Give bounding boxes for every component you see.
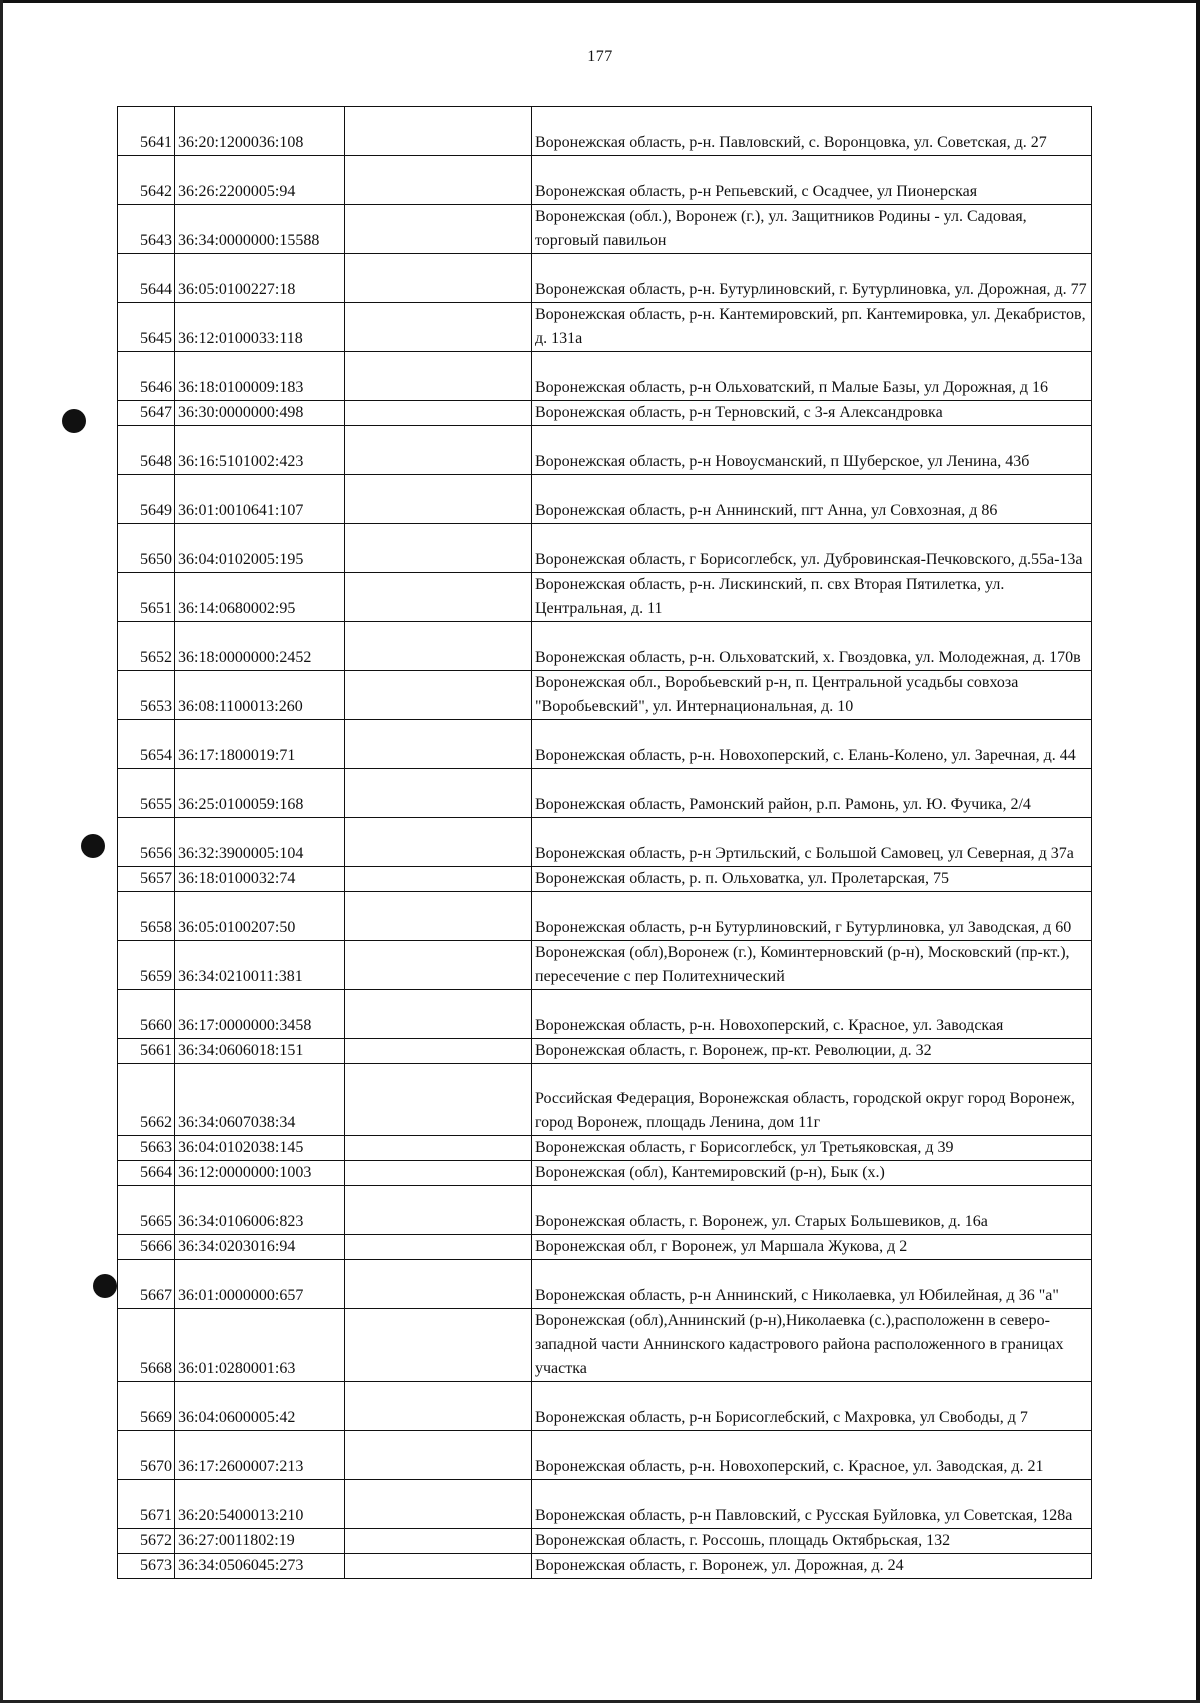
note-cell (345, 892, 532, 941)
table-row (118, 622, 1092, 671)
page-number: 177 (587, 48, 613, 65)
address-cell: Воронежская область, р-н Аннинский, пгт Анна, ул Совхозная, д 86 (532, 475, 1092, 524)
cadastral-number: 36:16:5101002:423 (175, 426, 345, 475)
table-row (118, 426, 1092, 475)
cadastral-number: 36:26:2200005:94 (175, 156, 345, 205)
table-row (118, 401, 1092, 426)
address-cell: Воронежская область, г. Воронеж, пр-кт. Революции, д. 32 (532, 1039, 1092, 1064)
table-row (118, 1235, 1092, 1260)
table-row (118, 524, 1092, 573)
note-cell (345, 1260, 532, 1309)
table-row (118, 573, 1092, 622)
record-number: 5658 (118, 892, 175, 941)
note-cell (345, 205, 532, 254)
table-row (118, 1039, 1092, 1064)
note-cell (345, 475, 532, 524)
record-number: 5661 (118, 1039, 175, 1064)
table-row (118, 867, 1092, 892)
cadastral-number: 36:18:0100009:183 (175, 352, 345, 401)
table-row (118, 1136, 1092, 1161)
cadastral-number: 36:04:0102005:195 (175, 524, 345, 573)
note-cell (345, 1309, 532, 1382)
address-cell: Воронежская область, р-н. Бутурлиновский, г. Бутурлиновка, ул. Дорожная, д. 77 (532, 254, 1092, 303)
registry-body (118, 107, 1092, 1579)
address-cell: Воронежская область, р-н Бутурлиновский, г Бутурлиновка, ул Заводская, д 60 (532, 892, 1092, 941)
record-number: 5665 (118, 1186, 175, 1235)
address-cell: Воронежская область, г Борисоглебск, ул. Дубровинская-Печковского, д.55а-13а (532, 524, 1092, 573)
table-row (118, 990, 1092, 1039)
record-number: 5650 (118, 524, 175, 573)
record-number: 5660 (118, 990, 175, 1039)
table-row (118, 1309, 1092, 1382)
record-number: 5666 (118, 1235, 175, 1260)
record-number: 5670 (118, 1431, 175, 1480)
cadastral-number: 36:34:0606018:151 (175, 1039, 345, 1064)
note-cell (345, 352, 532, 401)
note-cell (345, 1064, 532, 1136)
note-cell (345, 1480, 532, 1529)
address-cell: Воронежская (обл),Воронеж (г.), Коминтерновский (р-н), Московский (пр-кт.), пересечение с пер Политехнический (532, 941, 1092, 990)
note-cell (345, 1039, 532, 1064)
cadastral-number: 36:18:0000000:2452 (175, 622, 345, 671)
address-cell: Воронежская область, р-н Павловский, с Русская Буйловка, ул Советская, 128а (532, 1480, 1092, 1529)
table-row (118, 818, 1092, 867)
note-cell (345, 107, 532, 156)
cadastral-number: 36:12:0100033:118 (175, 303, 345, 352)
note-cell (345, 1161, 532, 1186)
address-cell: Воронежская обл., Воробьевский р-н, п. Центральной усадьбы совхоза "Воробьевский", ул. Интернациональная, д. 10 (532, 671, 1092, 720)
address-cell: Воронежская область, р-н. Кантемировский, рп. Кантемировка, ул. Декабристов, д. 131а (532, 303, 1092, 352)
record-number: 5641 (118, 107, 175, 156)
record-number: 5671 (118, 1480, 175, 1529)
table-row (118, 107, 1092, 156)
note-cell (345, 941, 532, 990)
address-cell: Воронежская область, г Борисоглебск, ул Третьяковская, д 39 (532, 1136, 1092, 1161)
cadastral-number: 36:05:0100207:50 (175, 892, 345, 941)
record-number: 5648 (118, 426, 175, 475)
record-number: 5663 (118, 1136, 175, 1161)
note-cell (345, 769, 532, 818)
table-row (118, 475, 1092, 524)
note-cell (345, 1136, 532, 1161)
note-cell (345, 426, 532, 475)
address-cell: Воронежская область, р-н Эртильский, с Большой Самовец, ул Северная, д 37а (532, 818, 1092, 867)
cadastral-number: 36:34:0607038:34 (175, 1064, 345, 1136)
scan-border-left (0, 0, 3, 1703)
table-row (118, 1431, 1092, 1480)
cadastral-number: 36:01:0000000:657 (175, 1260, 345, 1309)
punch-hole-mark (81, 834, 105, 858)
table-row (118, 205, 1092, 254)
record-number: 5651 (118, 573, 175, 622)
table-row (118, 671, 1092, 720)
record-number: 5662 (118, 1064, 175, 1136)
record-number: 5653 (118, 671, 175, 720)
record-number: 5643 (118, 205, 175, 254)
address-cell: Воронежская (обл),Аннинский (р-н),Николаевка (с.),расположенн в северо-западной части Аннинского кадастрового района расположенного в границах участка (532, 1309, 1092, 1382)
cadastral-number: 36:01:0010641:107 (175, 475, 345, 524)
note-cell (345, 720, 532, 769)
cadastral-number: 36:17:1800019:71 (175, 720, 345, 769)
address-cell: Воронежская область, р-н Репьевский, с Осадчее, ул Пионерская (532, 156, 1092, 205)
scan-border-top (0, 0, 1200, 3)
cadastral-number: 36:34:0106006:823 (175, 1186, 345, 1235)
address-cell: Воронежская область, г. Воронеж, ул. Старых Большевиков, д. 16а (532, 1186, 1092, 1235)
address-cell: Воронежская обл, г Воронеж, ул Маршала Жукова, д 2 (532, 1235, 1092, 1260)
address-cell: Воронежская область, р-н Аннинский, с Николаевка, ул Юбилейная, д 36 "а" (532, 1260, 1092, 1309)
cadastral-number: 36:34:0506045:273 (175, 1554, 345, 1579)
note-cell (345, 1382, 532, 1431)
cadastral-number: 36:14:0680002:95 (175, 573, 345, 622)
address-cell: Воронежская (обл.), Воронеж (г.), ул. Защитников Родины - ул. Садовая, торговый павильон (532, 205, 1092, 254)
note-cell (345, 622, 532, 671)
cadastral-number: 36:32:3900005:104 (175, 818, 345, 867)
address-cell: Воронежская область, г. Воронеж, ул. Дорожная, д. 24 (532, 1554, 1092, 1579)
table-row (118, 254, 1092, 303)
table-row (118, 1064, 1092, 1136)
record-number: 5655 (118, 769, 175, 818)
table-row (118, 941, 1092, 990)
address-cell: Воронежская область, г. Россошь, площадь Октябрьская, 132 (532, 1529, 1092, 1554)
record-number: 5659 (118, 941, 175, 990)
note-cell (345, 1431, 532, 1480)
record-number: 5647 (118, 401, 175, 426)
cadastral-number: 36:08:1100013:260 (175, 671, 345, 720)
note-cell (345, 573, 532, 622)
table-row (118, 1260, 1092, 1309)
note-cell (345, 303, 532, 352)
cadastral-number: 36:12:0000000:1003 (175, 1161, 345, 1186)
table-row (118, 156, 1092, 205)
cadastral-number: 36:25:0100059:168 (175, 769, 345, 818)
table-row (118, 1186, 1092, 1235)
cadastral-number: 36:01:0280001:63 (175, 1309, 345, 1382)
table-row (118, 303, 1092, 352)
address-cell: Российская Федерация, Воронежская область, городской округ город Воронеж, город Воронеж, площадь Ленина, дом 11г (532, 1064, 1092, 1136)
record-number: 5657 (118, 867, 175, 892)
note-cell (345, 1186, 532, 1235)
cadastral-number: 36:34:0000000:15588 (175, 205, 345, 254)
record-number: 5673 (118, 1554, 175, 1579)
cadastral-number: 36:17:0000000:3458 (175, 990, 345, 1039)
address-cell: Воронежская область, р-н Новоусманский, п Шуберское, ул Ленина, 43б (532, 426, 1092, 475)
address-cell: Воронежская область, р-н. Новохоперский, с. Красное, ул. Заводская, д. 21 (532, 1431, 1092, 1480)
address-cell: Воронежская (обл), Кантемировский (р-н), Бык (х.) (532, 1161, 1092, 1186)
note-cell (345, 524, 532, 573)
address-cell: Воронежская область, р-н. Лискинский, п. свх Вторая Пятилетка, ул. Центральная, д. 11 (532, 573, 1092, 622)
note-cell (345, 990, 532, 1039)
table-row (118, 1382, 1092, 1431)
record-number: 5649 (118, 475, 175, 524)
address-cell: Воронежская область, р-н. Новохоперский, с. Красное, ул. Заводская (532, 990, 1092, 1039)
record-number: 5656 (118, 818, 175, 867)
cadastral-number: 36:04:0102038:145 (175, 1136, 345, 1161)
note-cell (345, 1554, 532, 1579)
address-cell: Воронежская область, р-н. Ольховатский, х. Гвоздовка, ул. Молодежная, д. 170в (532, 622, 1092, 671)
record-number: 5645 (118, 303, 175, 352)
record-number: 5667 (118, 1260, 175, 1309)
cadastral-number: 36:17:2600007:213 (175, 1431, 345, 1480)
cadastral-number: 36:20:5400013:210 (175, 1480, 345, 1529)
record-number: 5652 (118, 622, 175, 671)
note-cell (345, 818, 532, 867)
cadastral-number: 36:34:0203016:94 (175, 1235, 345, 1260)
record-number: 5668 (118, 1309, 175, 1382)
record-number: 5664 (118, 1161, 175, 1186)
record-number: 5646 (118, 352, 175, 401)
cadastral-number: 36:18:0100032:74 (175, 867, 345, 892)
note-cell (345, 156, 532, 205)
cadastral-number: 36:20:1200036:108 (175, 107, 345, 156)
table-row (118, 352, 1092, 401)
address-cell: Воронежская область, р-н. Павловский, с. Воронцовка, ул. Советская, д. 27 (532, 107, 1092, 156)
record-number: 5644 (118, 254, 175, 303)
table-row (118, 769, 1092, 818)
address-cell: Воронежская область, р-н Борисоглебский, с Махровка, ул Свободы, д 7 (532, 1382, 1092, 1431)
table-row (118, 1480, 1092, 1529)
table-row (118, 720, 1092, 769)
property-registry-table (117, 106, 1092, 1579)
note-cell (345, 867, 532, 892)
record-number: 5642 (118, 156, 175, 205)
address-cell: Воронежская область, р-н Терновский, с 3-я Александровка (532, 401, 1092, 426)
note-cell (345, 401, 532, 426)
address-cell: Воронежская область, р-н Ольховатский, п Малые Базы, ул Дорожная, д 16 (532, 352, 1092, 401)
cadastral-number: 36:34:0210011:381 (175, 941, 345, 990)
punch-hole-mark (62, 409, 86, 433)
address-cell: Воронежская область, Рамонский район, р.п. Рамонь, ул. Ю. Фучика, 2/4 (532, 769, 1092, 818)
table-row (118, 1529, 1092, 1554)
table-row (118, 1161, 1092, 1186)
note-cell (345, 671, 532, 720)
record-number: 5654 (118, 720, 175, 769)
record-number: 5669 (118, 1382, 175, 1431)
cadastral-number: 36:04:0600005:42 (175, 1382, 345, 1431)
table-row (118, 1554, 1092, 1579)
note-cell (345, 1235, 532, 1260)
cadastral-number: 36:05:0100227:18 (175, 254, 345, 303)
record-number: 5672 (118, 1529, 175, 1554)
cadastral-number: 36:30:0000000:498 (175, 401, 345, 426)
table-row (118, 892, 1092, 941)
cadastral-number: 36:27:0011802:19 (175, 1529, 345, 1554)
note-cell (345, 254, 532, 303)
note-cell (345, 1529, 532, 1554)
address-cell: Воронежская область, р-н. Новохоперский, с. Елань-Колено, ул. Заречная, д. 44 (532, 720, 1092, 769)
scan-border-right (1196, 0, 1200, 1703)
address-cell: Воронежская область, р. п. Ольховатка, ул. Пролетарская, 75 (532, 867, 1092, 892)
punch-hole-mark (93, 1274, 117, 1298)
